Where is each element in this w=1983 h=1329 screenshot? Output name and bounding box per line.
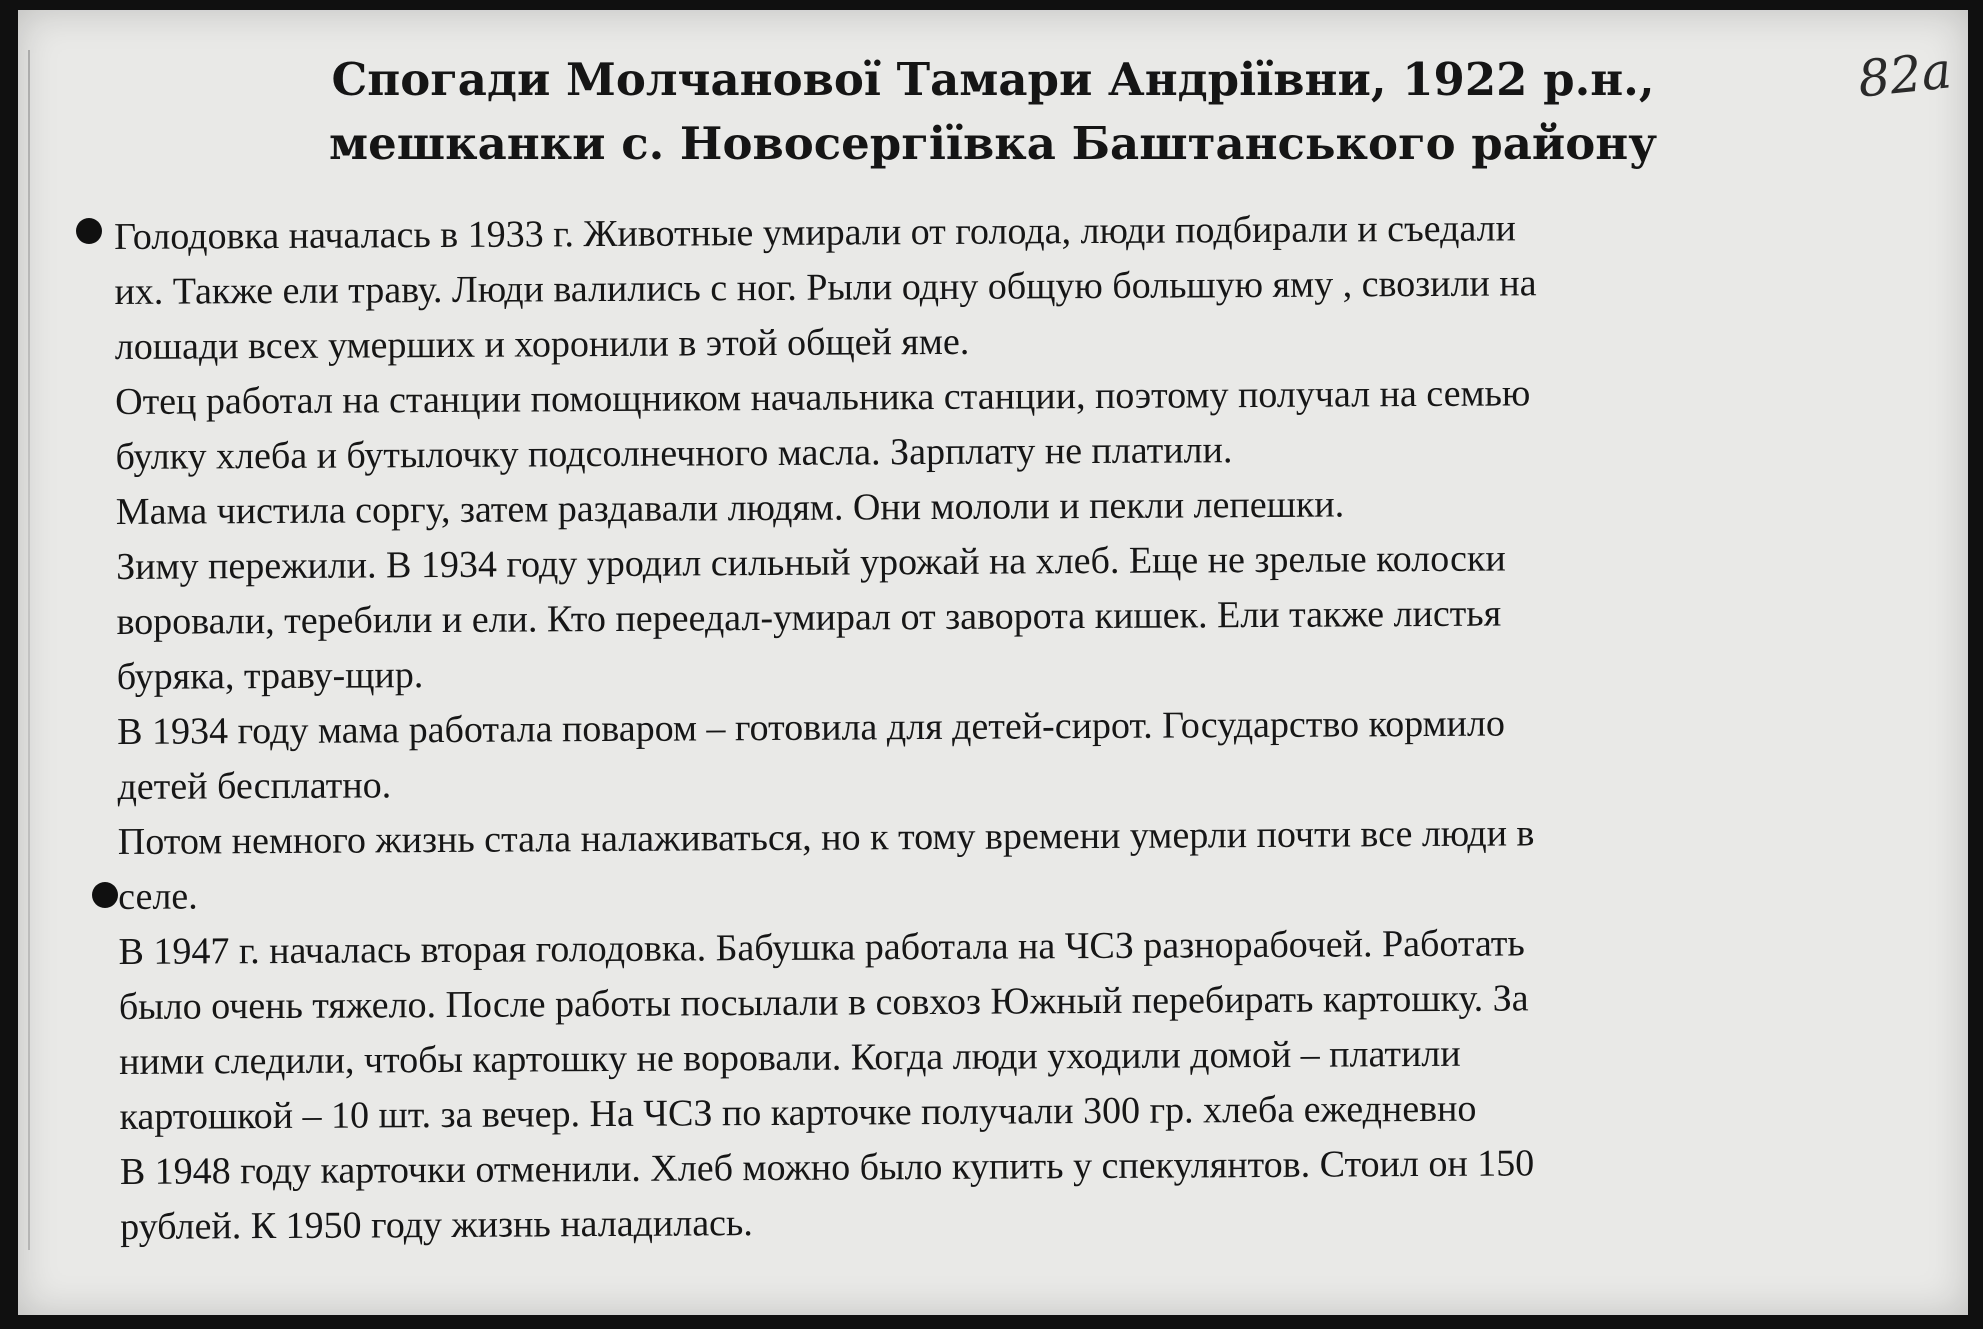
text-line: В 1947 г. началась вторая голодовка. Бабушка работала на ЧСЗ разнорабочей. Работать: [118, 922, 1525, 973]
text-line: лошади всех умерших и хоронили в этой общей яме.: [114, 320, 970, 368]
text-line: селе.: [118, 875, 198, 918]
text-line: буряка, траву-щир.: [116, 654, 424, 698]
text-line: было очень тяжело. После работы посылали в совхоз Южный перебирать картошку. За: [118, 977, 1529, 1028]
handwritten-archive-mark: 82а: [1855, 41, 1955, 109]
margin-line: [28, 50, 30, 1250]
text-line: Голодовка началась в 1933 г. Животные умирали от голода, люди подбирали и съедали: [114, 207, 1517, 258]
text-line: булку хлеба и бутылочку подсолнечного масла. Зарплату не платили.: [115, 429, 1233, 478]
text-line: Потом немного жизнь стала налаживаться, но к тому времени умерли почти все люди в: [117, 812, 1535, 863]
bullet-dot-icon: [76, 218, 102, 244]
text-line: В 1934 году мама работала поваром – готовила для детей-сирот. Государство кормило: [117, 702, 1506, 753]
text-line: рублей. К 1950 году жизнь наладилась.: [120, 1202, 753, 1248]
title-line-2: мешканки с. Новосергіївка Баштанського району: [328, 117, 1658, 170]
text-line: Отец работал на станции помощником начальника станции, поэтому получал на семью: [115, 372, 1531, 423]
text-line: Зиму пережили. В 1934 году уродил сильный урожай на хлеб. Еще не зрелые колоски: [116, 537, 1506, 588]
title-line-1: Спогади Молчанової Тамари Андріївни, 1922 р.н.,: [331, 53, 1655, 106]
text-line: их. Также ели траву. Люди валились с ног. Рыли одну общую большую яму , свозили на: [114, 262, 1537, 313]
text-line: картошкой – 10 шт. за вечер. На ЧСЗ по карточке получали 300 гр. хлеба ежедневно: [119, 1087, 1477, 1138]
document-page: [18, 10, 1968, 1315]
text-line: воровали, теребили и ели. Кто переедал-умирал от заворота кишек. Ели также листья: [116, 592, 1502, 643]
bullet-dot-icon: [92, 882, 118, 908]
text-line: В 1948 году карточки отменили. Хлеб можно было купить у спекулянтов. Стоил он 150: [119, 1142, 1535, 1193]
document-body: [114, 199, 1940, 1255]
text-line: ними следили, чтобы картошку не воровали. Когда люди уходили домой – платили: [119, 1032, 1461, 1083]
document-title: [18, 48, 1968, 176]
text-line: детей бесплатно.: [117, 764, 392, 808]
text-line: Мама чистила соргу, затем раздавали людям. Они мололи и пекли лепешки.: [115, 483, 1345, 533]
